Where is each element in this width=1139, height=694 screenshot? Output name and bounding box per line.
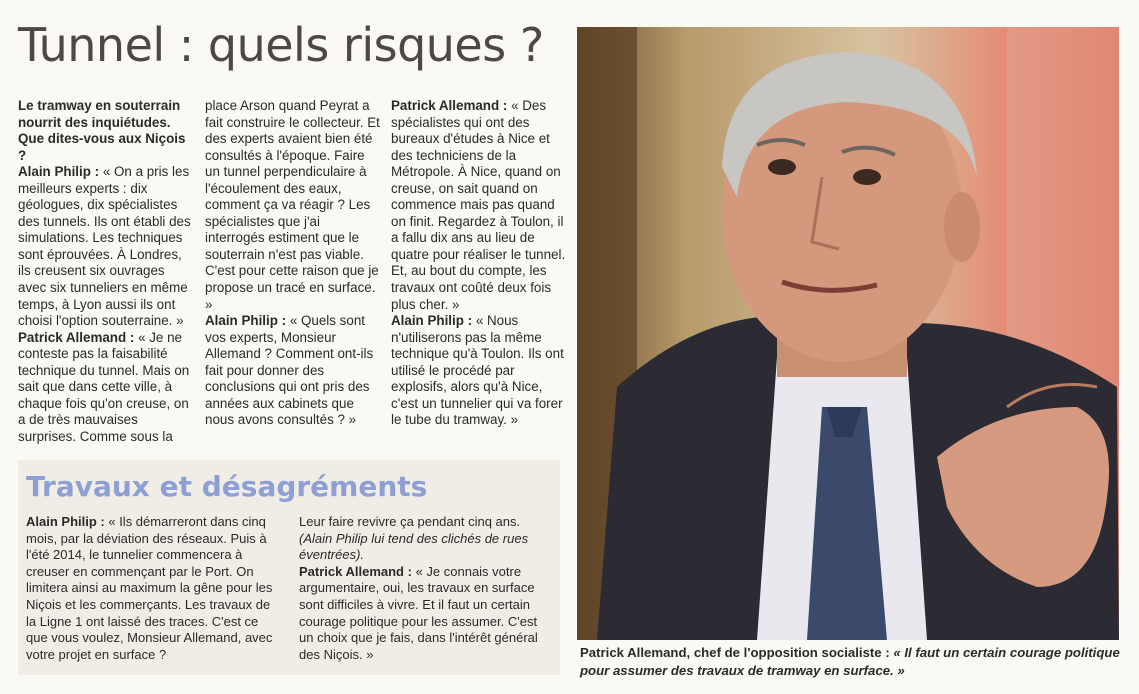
answer-text: « Nous n'utiliserons pas la même technique qu'à Toulon. Ils ont utilisé le procédé par explosifs, alors qu'à Nice, c'est un tunnelier qui va forer le tube du tramway. » (391, 313, 564, 428)
interview-question: Le tramway en souterrain nourrit des inquiétudes. Que dites-vous aux Niçois ? (18, 98, 186, 163)
sidebar-answer-philip (26, 514, 276, 663)
sidebar-column-1 (26, 514, 276, 663)
speaker-name: Alain Philip : (26, 514, 105, 529)
speaker-name: Patrick Allemand : (391, 98, 508, 113)
answer-text: « Quels sont vos experts, Monsieur Allemand ? Comment ont-ils fait pour donner des conclusions qui ont pris des années aux cabinets que nous avons consultés ? » (205, 313, 374, 428)
answer-text: « Je ne conteste pas la faisabilité technique du tunnel. Mais on sait que dans cette ville, à chaque fois qu'on creuse, on a de très mauvaises surprises. Comme sous la (18, 329, 190, 444)
answer-text: « Ils démarreront dans cinq mois, par la déviation des réseaux. Puis à l'été 2014, le tunnelier commencera à creuser en commençant par le Port. On limitera ainsi au maximum la gêne pour les Niçois et les commerçants. Les travaux de la Ligne 1 ont laissé des traces. C'est ce que vous voulez, Monsieur Allemand, avec votre projet en surface ? (26, 514, 273, 662)
speaker-name: Alain Philip : (391, 313, 473, 329)
sidebar-column-2 (299, 514, 549, 663)
caption-quote: « Il faut un certain courage politique pour assumer des travaux de tramway en surface. » (580, 645, 1120, 678)
sidebar-title: Travaux et désagréments (26, 470, 428, 503)
answer-text: « On a pris les meilleurs experts : dix géologues, dix spécialistes des tunnels. Ils ont établi des simulations. Les techniques sont éprouvées. À Londres, ils creusent six ouvrages avec six tunneliers en même temps, à Lyon aussi ils ont choisi l'option souterraine. » (18, 164, 191, 329)
sidebar-answer-philip-cont (299, 514, 549, 564)
caption-lead: Patrick Allemand, chef de l'opposition socialiste : (580, 645, 894, 660)
speaker-name: Alain Philip : (205, 313, 287, 329)
answer-text: « Des spécialistes qui ont des bureaux d'études à Nice et des techniciens de la Métropole. À Nice, quand on creuse, on sait quand on commence mais pas quand on finit. Regardez à Toulon, il a fallu dix ans au lieu de quatre pour réaliser le tunnel. Et, au bout du compte, les travaux ont coûté deux fois plus cher. » (391, 98, 566, 312)
answer-allemand-2 (391, 98, 567, 313)
answer-philip-2 (205, 313, 381, 429)
answer-philip-3 (391, 313, 567, 429)
article-column-1 (18, 98, 194, 445)
answer-allemand-1 (18, 330, 194, 446)
photo-caption (580, 644, 1128, 679)
speaker-name: Alain Philip : (18, 164, 100, 180)
sidebar-box (18, 460, 560, 675)
article-column-3 (391, 98, 567, 429)
speaker-name: Patrick Allemand : (299, 563, 412, 579)
answer-text: « Je connais votre argumentaire, oui, les travaux en surface sont difficiles à vivre. Et il faut un certain courage politique pour les assumer. C'est un choix que je fais, dans l'intérêt général des Niçois. » (299, 563, 538, 662)
answer-text: Leur faire revivre ça pendant cinq ans. (299, 514, 521, 529)
article-column-2 (205, 98, 381, 429)
portrait-photo (577, 27, 1119, 640)
sidebar-answer-allemand (299, 564, 549, 664)
answer-philip-1 (18, 164, 194, 329)
speaker-name: Patrick Allemand : (18, 329, 135, 345)
portrait-illustration (577, 27, 1119, 640)
aside-text: (Alain Philip lui tend des clichés de rues éventrées). (299, 530, 529, 563)
headline: Tunnel : quels risques ? (18, 18, 544, 72)
answer-allemand-1-cont: place Arson quand Peyrat a fait construire le collecteur. Et des experts avaient bien été consultés à l'époque. Faire un tunnel perpendiculaire à l'écoulement des eaux, comment ça va réagir ? Les spécialistes que j'ai interrogés estiment que le souterrain n'est pas viable. C'est pour cette raison que je propose un tracé en surface. » (205, 98, 380, 312)
